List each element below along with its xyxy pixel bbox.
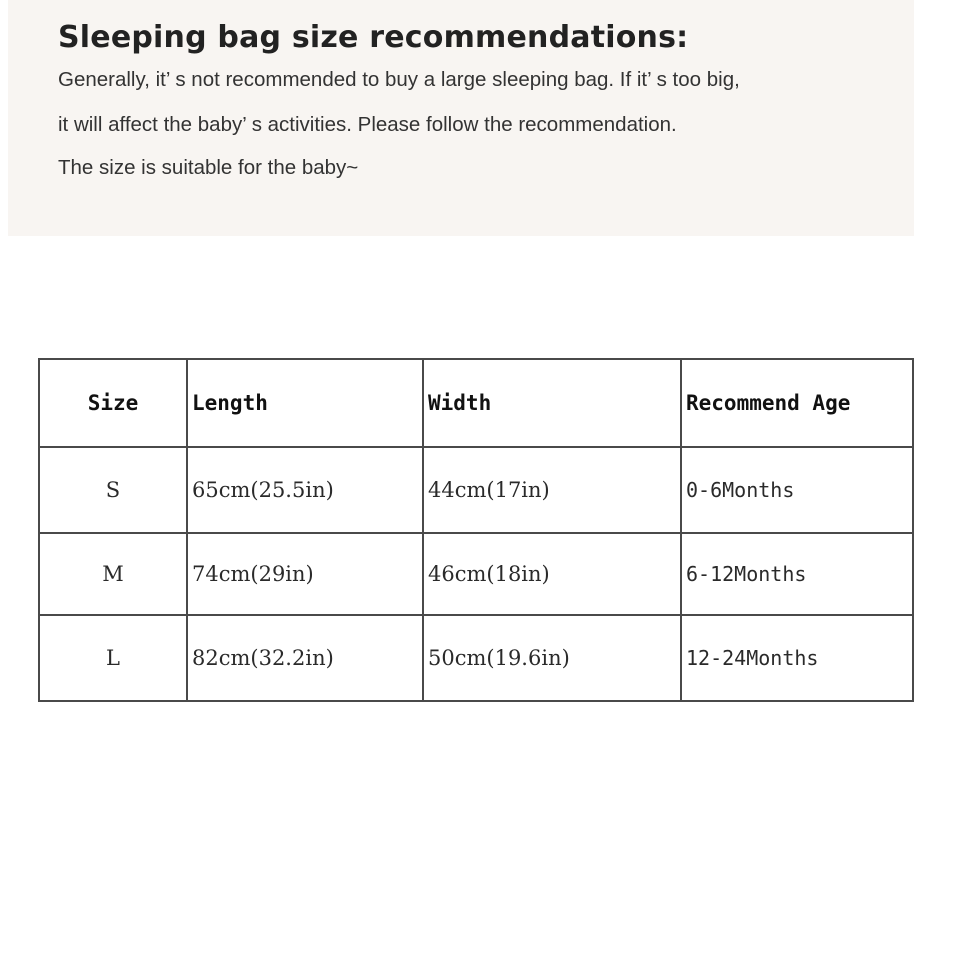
size-cell: L (39, 615, 187, 701)
size-cell: S (39, 447, 187, 533)
header-size: Size (39, 359, 187, 447)
size-cell: M (39, 533, 187, 615)
length-cell: 74cm(29in) (187, 533, 423, 615)
intro-line-1: Generally, it’ s not recommended to buy a large sleeping bag. If it’ s too big, (58, 68, 740, 91)
intro-line-3: The size is suitable for the baby~ (58, 156, 359, 179)
age-cell: 12-24Months (681, 615, 913, 701)
header-length: Length (187, 359, 423, 447)
age-cell: 6-12Months (681, 533, 913, 615)
table-row (39, 447, 913, 533)
size-chart-table (38, 358, 914, 702)
age-cell: 0-6Months (681, 447, 913, 533)
length-cell: 82cm(32.2in) (187, 615, 423, 701)
table-row (39, 533, 913, 615)
table-header-row (39, 359, 913, 447)
header-width: Width (423, 359, 681, 447)
table-row (39, 615, 913, 701)
width-cell: 50cm(19.6in) (423, 615, 681, 701)
intro-line-2: it will affect the baby’ s activities. Please follow the recommendation. (58, 113, 677, 136)
page-title: Sleeping bag size recommendations: (58, 20, 689, 55)
width-cell: 46cm(18in) (423, 533, 681, 615)
header-recommend-age: Recommend Age (681, 359, 913, 447)
width-cell: 44cm(17in) (423, 447, 681, 533)
length-cell: 65cm(25.5in) (187, 447, 423, 533)
